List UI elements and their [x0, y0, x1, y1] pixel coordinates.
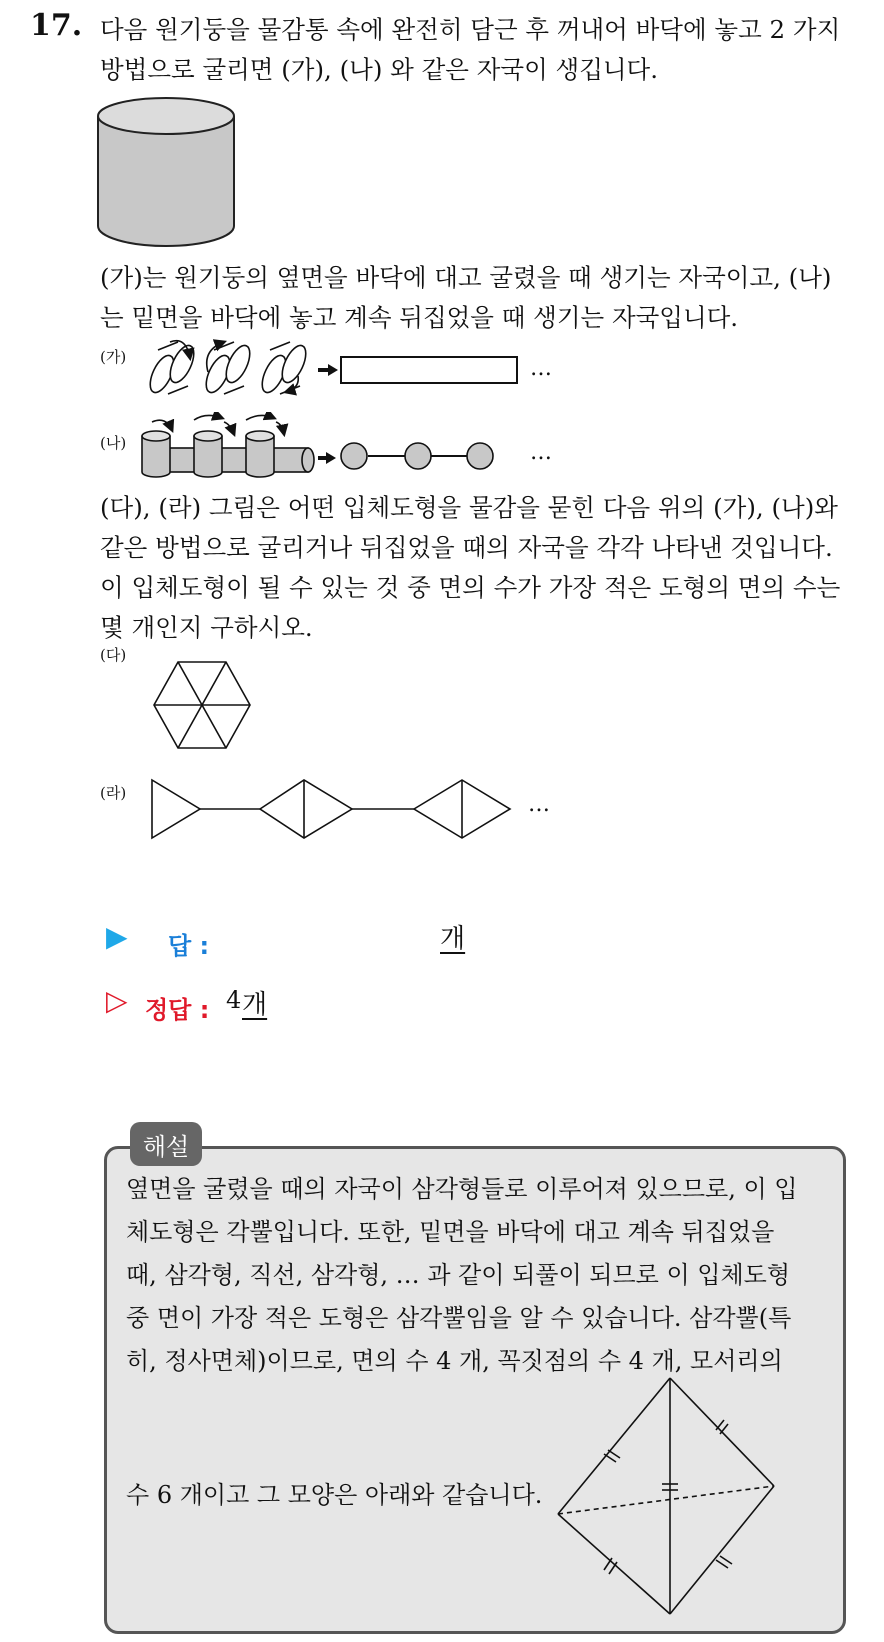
explanation-tag: 해설 — [130, 1122, 202, 1166]
body-line: 이 입체도형이 될 수 있는 것 중 면의 수가 가장 적은 도형의 면의 수는 — [100, 573, 841, 602]
body-line: 몇 개인지 구하시오. — [100, 613, 313, 642]
answer-label: 답 : — [168, 932, 210, 960]
answer-marker-icon: ▶ — [106, 920, 128, 953]
explanation-line: 중 면이 가장 적은 도형은 삼각뿔임을 알 수 있습니다. 삼각뿔(특 — [126, 1304, 792, 1332]
answer-input[interactable] — [230, 918, 430, 954]
answer-unit: 개 — [440, 924, 466, 954]
label-da: (다) — [100, 646, 127, 664]
body-line: 같은 방법으로 굴리거나 뒤집었을 때의 자국을 각각 나타낸 것입니다. — [100, 533, 833, 562]
label-ga: (가) — [100, 348, 127, 366]
explanation-line: 옆면을 굴렸을 때의 자국이 삼각형들로 이루어져 있으므로, 이 입 — [126, 1175, 798, 1203]
rolling-cylinders-figure — [148, 332, 348, 402]
question-body — [100, 488, 860, 648]
body-line: (다), (라) 그림은 어떤 입체도형을 물감을 묻힌 다음 위의 (가), (나)와 — [100, 493, 838, 522]
ellipsis-ga: … — [530, 356, 553, 381]
intro-line: 다음 원기둥을 물감통 속에 완전히 담근 후 꺼내어 바닥에 놓고 2 가지 — [100, 15, 841, 44]
correct-unit: 개 — [242, 990, 268, 1020]
correct-label: 정답 : — [145, 996, 210, 1024]
flipping-cylinders-figure — [138, 412, 338, 482]
label-na: (나) — [100, 434, 127, 452]
correct-value: 4 — [226, 986, 242, 1014]
question-description — [100, 258, 860, 338]
correct-marker-icon: ▷ — [106, 984, 128, 1017]
triangles-trace — [148, 776, 518, 842]
question-intro — [100, 10, 860, 90]
rectangle-trace — [340, 356, 520, 386]
explanation-text — [126, 1168, 826, 1383]
circles-trace — [338, 442, 498, 472]
explanation-line: 때, 삼각형, 직선, 삼각형, … 과 같이 되풀이 되므로 이 입체도형 — [126, 1261, 791, 1289]
label-ra: (라) — [100, 784, 127, 802]
cylinder-figure — [96, 96, 238, 252]
intro-line: 방법으로 굴리면 (가), (나) 와 같은 자국이 생깁니다. — [100, 55, 658, 84]
ellipsis-na: … — [530, 440, 553, 465]
explanation-line: 체도형은 각뿔입니다. 또한, 밑면을 바닥에 대고 계속 뒤집었을 — [126, 1218, 775, 1246]
desc-line: (가)는 원기둥의 옆면을 바닥에 대고 굴렸을 때 생기는 자국이고, (나) — [100, 263, 832, 292]
hexagon-figure — [150, 660, 254, 752]
desc-line: 는 밑면을 바닥에 놓고 계속 뒤집었을 때 생기는 자국입니다. — [100, 303, 739, 332]
tetrahedron-figure — [552, 1374, 784, 1620]
explanation-line: 히, 정사면체)이므로, 면의 수 4 개, 꼭짓점의 수 4 개, 모서리의 — [126, 1347, 783, 1375]
question-number: 17. — [30, 8, 83, 43]
explanation-last-line: 수 6 개이고 그 모양은 아래와 같습니다. — [126, 1481, 543, 1509]
ellipsis-ra: … — [528, 792, 551, 817]
